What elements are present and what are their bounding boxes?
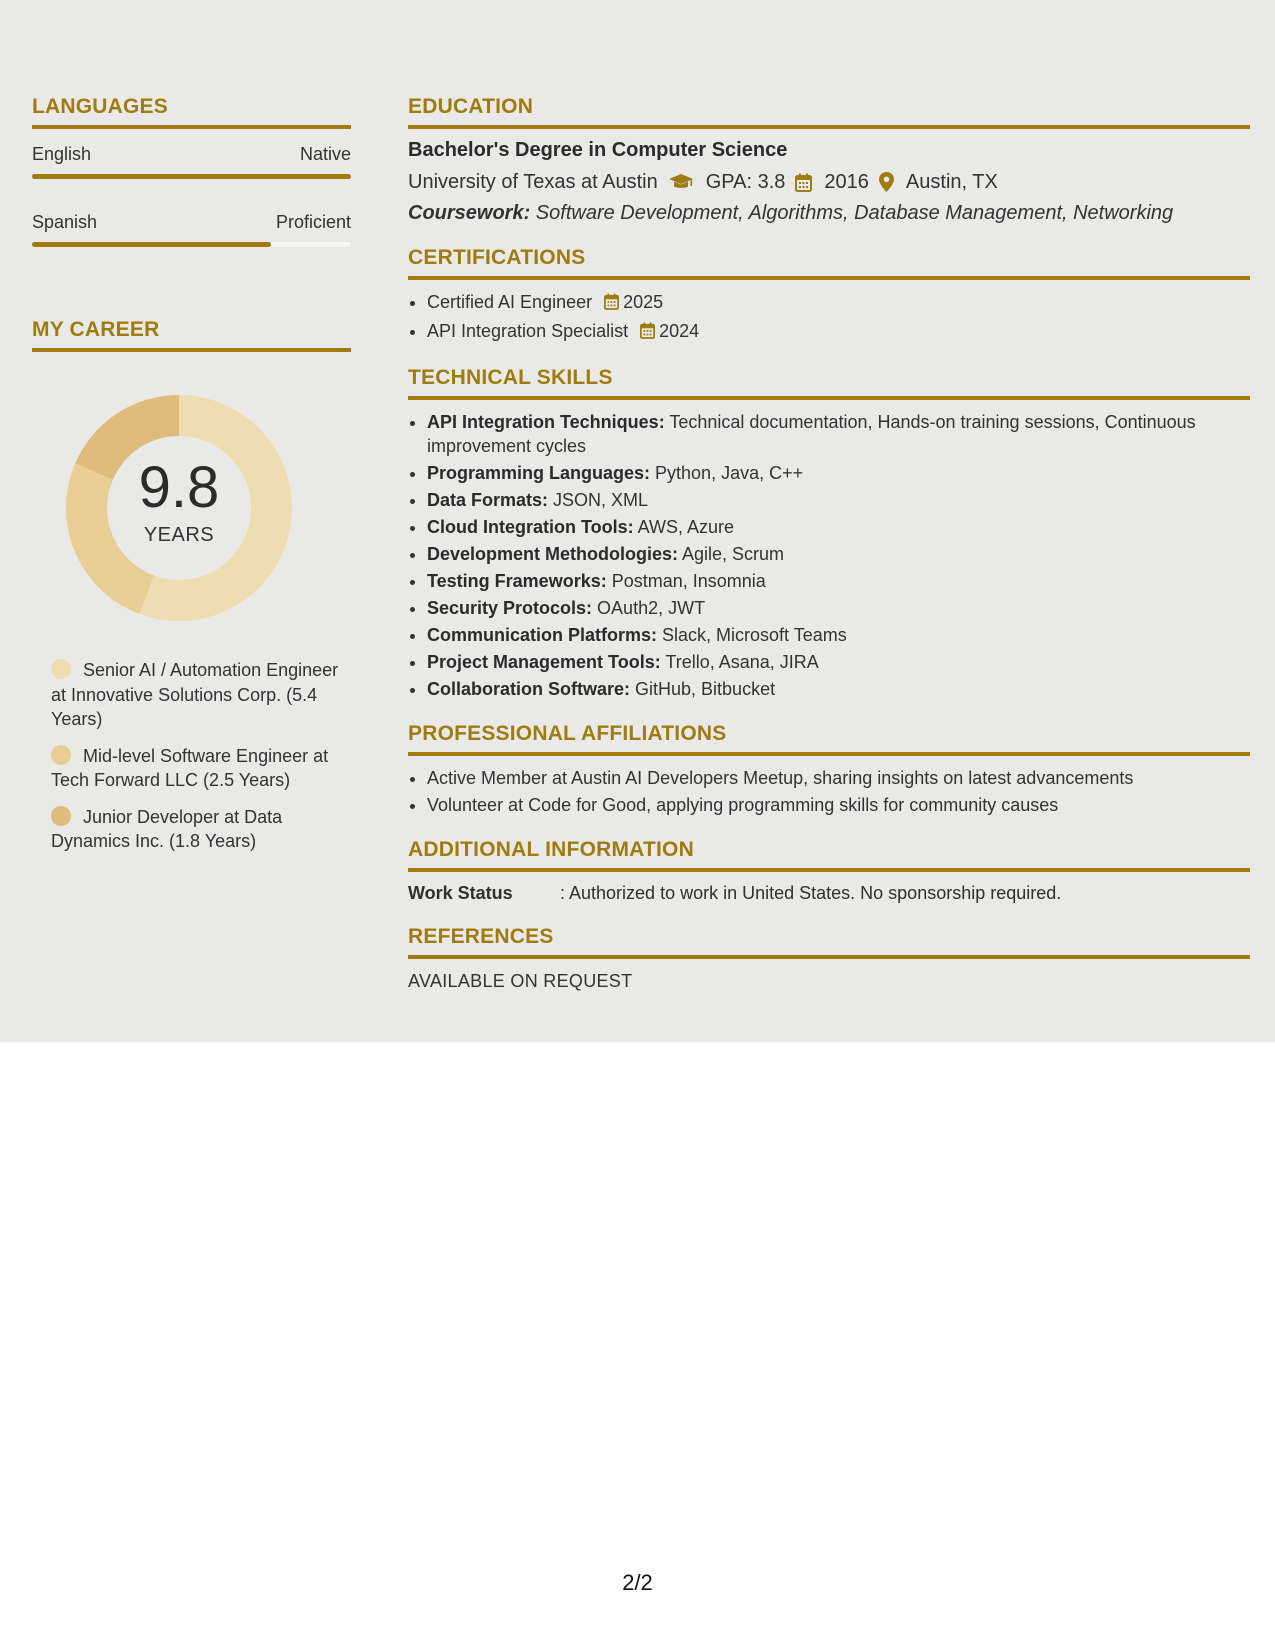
languages-heading: LANGUAGES xyxy=(32,94,351,129)
degree-title: Bachelor's Degree in Computer Science xyxy=(408,139,788,161)
language-proficiency-fill xyxy=(32,242,271,247)
skill-value: Slack, Microsoft Teams xyxy=(657,625,847,645)
references-heading: REFERENCES xyxy=(408,924,1250,959)
skill-label: Programming Languages: xyxy=(427,463,651,483)
list-item xyxy=(427,596,1250,620)
legend-dot xyxy=(51,806,71,826)
career-section xyxy=(32,317,351,854)
calendar-icon xyxy=(640,321,655,345)
language-level: Proficient xyxy=(275,212,351,232)
affiliations-heading: PROFESSIONAL AFFILIATIONS xyxy=(408,721,1250,756)
language-spanish xyxy=(32,211,351,247)
language-proficiency-fill xyxy=(32,174,351,179)
career-legend xyxy=(51,658,341,854)
skill-value: Postman, Insomnia xyxy=(606,571,766,591)
list-item xyxy=(427,290,1250,316)
skill-value: Agile, Scrum xyxy=(678,544,785,564)
coursework-list: Software Development, Algorithms, Database Management, Networking xyxy=(530,202,1174,224)
skill-label: Collaboration Software: xyxy=(427,679,631,699)
skill-value: Python, Java, C++ xyxy=(650,463,804,483)
legend-dot xyxy=(51,745,71,765)
certification-year: 2024 xyxy=(659,321,700,341)
list-item xyxy=(427,319,1250,345)
calendar-icon xyxy=(604,292,619,316)
skill-label: Testing Frameworks: xyxy=(427,571,607,591)
skill-label: Project Management Tools: xyxy=(427,652,661,672)
career-legend-label: Senior AI / Automation Engineer at Innovative Solutions Corp. (5.4 Years) xyxy=(51,660,339,729)
affiliations-section xyxy=(408,721,1250,817)
language-english xyxy=(32,143,351,179)
career-heading: MY CAREER xyxy=(32,317,351,352)
list-item xyxy=(427,461,1250,485)
list-item xyxy=(427,515,1250,539)
certification-year: 2025 xyxy=(623,292,664,312)
technical-skills-section xyxy=(408,365,1250,701)
coursework xyxy=(408,201,1250,225)
skill-value: Technical documentation, Hands-on training sessions, Continuous improvement cycles xyxy=(427,412,1196,456)
language-name: Spanish xyxy=(32,212,98,232)
work-status-row xyxy=(408,882,1250,904)
skill-value: JSON, XML xyxy=(548,490,649,510)
graduation-cap-icon xyxy=(668,173,694,191)
list-item: • Active Member at Austin AI Developers Meetup, sharing insights on latest advancements xyxy=(427,766,1250,790)
career-donut-chart xyxy=(59,388,299,628)
additional-info-section xyxy=(408,837,1250,904)
education-meta xyxy=(408,170,1250,194)
page-number: 2/2 xyxy=(622,1570,653,1595)
references-text: AVAILABLE ON REQUEST xyxy=(408,971,633,991)
language-name: English xyxy=(32,144,92,164)
education-location: Austin, TX xyxy=(905,171,998,193)
graduation-year: 2016 xyxy=(824,171,869,193)
skill-label: Communication Platforms: xyxy=(427,625,658,645)
education-heading: EDUCATION xyxy=(408,94,1250,129)
skill-label: Data Formats: xyxy=(427,490,549,510)
skill-value: Trello, Asana, JIRA xyxy=(660,652,819,672)
list-item xyxy=(427,569,1250,593)
references-section xyxy=(408,924,1250,992)
skill-label: Security Protocols: xyxy=(427,598,593,618)
work-status-label: Work Status xyxy=(408,883,513,903)
list-item xyxy=(427,677,1250,701)
skill-label: API Integration Techniques: xyxy=(427,412,665,432)
certifications-section xyxy=(408,245,1250,345)
affiliations-list xyxy=(408,766,1250,817)
career-total-years: 9.8 xyxy=(138,455,220,520)
coursework-label: Coursework: xyxy=(408,202,531,224)
certifications-list xyxy=(408,290,1250,345)
certifications-heading: CERTIFICATIONS xyxy=(408,245,1250,280)
list-item xyxy=(427,650,1250,674)
career-legend-item xyxy=(51,805,341,854)
career-legend-label: Junior Developer at Data Dynamics Inc. (1.8 Years) xyxy=(51,806,283,851)
skill-value: AWS, Azure xyxy=(633,517,735,537)
certification-name: Certified AI Engineer xyxy=(427,292,593,312)
list-item xyxy=(427,542,1250,566)
skill-value: GitHub, Bitbucket xyxy=(630,679,776,699)
language-proficiency-bar xyxy=(32,242,351,247)
language-level: Native xyxy=(299,144,351,164)
left-column xyxy=(32,94,351,866)
school-name: University of Texas at Austin xyxy=(408,171,658,193)
career-legend-item xyxy=(51,744,341,793)
language-proficiency-bar xyxy=(32,174,351,179)
technical-skills-heading: TECHNICAL SKILLS xyxy=(408,365,1250,400)
gpa: GPA: 3.8 xyxy=(705,171,786,193)
education-section xyxy=(408,94,1250,225)
skill-label: Development Methodologies: xyxy=(427,544,679,564)
location-pin-icon xyxy=(879,172,894,192)
career-total-unit: YEARS xyxy=(143,524,215,546)
calendar-icon xyxy=(795,173,812,192)
right-column xyxy=(408,94,1250,992)
skill-value: OAuth2, JWT xyxy=(592,598,706,618)
career-legend-label: Mid-level Software Engineer at Tech Forward LLC (2.5 Years) xyxy=(51,745,329,790)
list-item: • Volunteer at Code for Good, applying programming skills for community causes xyxy=(427,793,1250,817)
certification-name: API Integration Specialist xyxy=(427,321,629,341)
career-legend-item xyxy=(51,658,341,732)
work-status-value: : Authorized to work in United States. No sponsorship required. xyxy=(560,883,1062,903)
list-item xyxy=(427,488,1250,512)
additional-info-heading: ADDITIONAL INFORMATION xyxy=(408,837,1250,872)
list-item xyxy=(427,623,1250,647)
technical-skills-list xyxy=(408,410,1250,701)
skill-label: Cloud Integration Tools: xyxy=(427,517,634,537)
list-item xyxy=(427,410,1250,458)
legend-dot xyxy=(51,659,71,679)
